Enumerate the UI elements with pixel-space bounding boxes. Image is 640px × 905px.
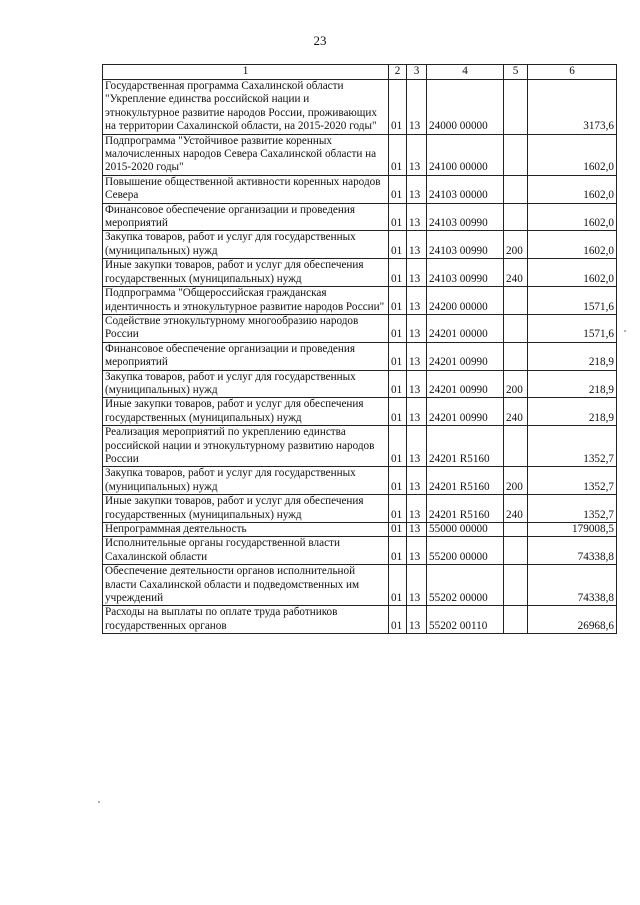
row-cell-c6: 1571,6	[528, 287, 617, 315]
row-name-cell: Подпрограмма "Общероссийская гражданская идентичность и этнокультурное развитие народов России"	[103, 287, 389, 315]
header-col-3: 3	[407, 65, 427, 80]
row-cell-c5: 240	[504, 398, 528, 426]
row-name-cell: Закупка товаров, работ и услуг для государственных (муниципальных) нужд	[103, 370, 389, 398]
row-cell-c4: 24000 00000	[427, 80, 504, 135]
row-cell-c3: 13	[407, 314, 427, 342]
row-cell-c5	[504, 537, 528, 565]
header-col-1: 1	[103, 65, 389, 80]
table-row	[103, 537, 617, 565]
header-col-2: 2	[389, 65, 407, 80]
row-cell-c2: 01	[389, 426, 407, 467]
table-row	[103, 175, 617, 203]
table-row	[103, 495, 617, 523]
row-name-cell: Непрограммная деятельность	[103, 523, 389, 537]
row-cell-c6: 26968,6	[528, 606, 617, 634]
row-cell-c2: 01	[389, 606, 407, 634]
table-row	[103, 523, 617, 537]
row-cell-c5: 200	[504, 467, 528, 495]
table-row	[103, 342, 617, 370]
table-row	[103, 259, 617, 287]
row-cell-c5: 200	[504, 231, 528, 259]
row-cell-c6: 1602,0	[528, 231, 617, 259]
header-col-6: 6	[528, 65, 617, 80]
row-cell-c3: 13	[407, 495, 427, 523]
scan-speck	[624, 330, 626, 332]
scan-speck	[98, 801, 100, 803]
row-cell-c2: 01	[389, 287, 407, 315]
row-cell-c6: 1352,7	[528, 495, 617, 523]
row-cell-c4: 24201 R5160	[427, 426, 504, 467]
row-cell-c2: 01	[389, 398, 407, 426]
row-cell-c4: 24103 00990	[427, 203, 504, 231]
table-row	[103, 426, 617, 467]
row-cell-c6: 74338,8	[528, 565, 617, 606]
row-cell-c2: 01	[389, 467, 407, 495]
header-col-4: 4	[427, 65, 504, 80]
row-name-cell: Обеспечение деятельности органов исполнительной власти Сахалинской области и подведомственных им учреждений	[103, 565, 389, 606]
row-cell-c5: 240	[504, 495, 528, 523]
row-cell-c3: 13	[407, 203, 427, 231]
row-cell-c6: 1352,7	[528, 426, 617, 467]
row-cell-c5	[504, 80, 528, 135]
row-cell-c5	[504, 342, 528, 370]
row-cell-c4: 24200 00000	[427, 287, 504, 315]
row-cell-c2: 01	[389, 342, 407, 370]
row-cell-c2: 01	[389, 565, 407, 606]
row-name-cell: Государственная программа Сахалинской области "Укрепление единства российской нации и этнокультурное развитие народов России, проживающих на территории Сахалинской области, на 2015-2020 годы"	[103, 80, 389, 135]
row-cell-c4: 55202 00000	[427, 565, 504, 606]
row-cell-c5	[504, 287, 528, 315]
row-name-cell: Иные закупки товаров, работ и услуг для обеспечения государственных (муниципальных) нужд	[103, 398, 389, 426]
row-cell-c2: 01	[389, 370, 407, 398]
row-cell-c6: 218,9	[528, 370, 617, 398]
row-cell-c5: 240	[504, 259, 528, 287]
row-name-cell: Содействие этнокультурному многообразию народов России	[103, 314, 389, 342]
row-cell-c5	[504, 426, 528, 467]
table-row	[103, 203, 617, 231]
row-cell-c2: 01	[389, 134, 407, 175]
row-cell-c6: 1602,0	[528, 259, 617, 287]
row-cell-c4: 55000 00000	[427, 523, 504, 537]
row-name-cell: Иные закупки товаров, работ и услуг для обеспечения государственных (муниципальных) нужд	[103, 259, 389, 287]
row-cell-c4: 24103 00990	[427, 259, 504, 287]
row-cell-c3: 13	[407, 426, 427, 467]
row-cell-c4: 24201 00000	[427, 314, 504, 342]
row-cell-c4: 24201 00990	[427, 370, 504, 398]
row-cell-c4: 55202 00110	[427, 606, 504, 634]
row-cell-c3: 13	[407, 370, 427, 398]
row-cell-c6: 218,9	[528, 398, 617, 426]
row-cell-c5	[504, 565, 528, 606]
row-cell-c4: 24201 R5160	[427, 495, 504, 523]
row-cell-c3: 13	[407, 134, 427, 175]
row-cell-c6: 74338,8	[528, 537, 617, 565]
row-cell-c2: 01	[389, 175, 407, 203]
table-row	[103, 606, 617, 634]
row-cell-c3: 13	[407, 398, 427, 426]
row-cell-c3: 13	[407, 467, 427, 495]
row-cell-c3: 13	[407, 80, 427, 135]
row-cell-c6: 3173,6	[528, 80, 617, 135]
table-row	[103, 231, 617, 259]
table-row	[103, 314, 617, 342]
row-cell-c6: 1602,0	[528, 175, 617, 203]
row-cell-c2: 01	[389, 523, 407, 537]
page-number: 23	[313, 33, 327, 48]
row-name-cell: Повышение общественной активности коренных народов Севера	[103, 175, 389, 203]
row-cell-c3: 13	[407, 287, 427, 315]
row-cell-c2: 01	[389, 80, 407, 135]
table-row	[103, 467, 617, 495]
row-cell-c2: 01	[389, 314, 407, 342]
row-cell-c3: 13	[407, 175, 427, 203]
row-name-cell: Иные закупки товаров, работ и услуг для обеспечения государственных (муниципальных) нужд	[103, 495, 389, 523]
table-row	[103, 134, 617, 175]
table-row	[103, 80, 617, 135]
row-cell-c6: 179008,5	[528, 523, 617, 537]
row-cell-c2: 01	[389, 231, 407, 259]
row-cell-c5	[504, 314, 528, 342]
row-name-cell: Закупка товаров, работ и услуг для государственных (муниципальных) нужд	[103, 231, 389, 259]
row-cell-c3: 13	[407, 342, 427, 370]
table-row	[103, 565, 617, 606]
row-cell-c4: 55200 00000	[427, 537, 504, 565]
row-cell-c6: 1602,0	[528, 203, 617, 231]
row-name-cell: Закупка товаров, работ и услуг для государственных (муниципальных) нужд	[103, 467, 389, 495]
row-cell-c6: 218,9	[528, 342, 617, 370]
row-name-cell: Финансовое обеспечение организации и проведения мероприятий	[103, 342, 389, 370]
row-name-cell: Подпрограмма "Устойчивое развитие коренных малочисленных народов Севера Сахалинской области на 2015-2020 годы"	[103, 134, 389, 175]
row-name-cell: Реализация мероприятий по укреплению единства российской нации и этнокультурному развитию народов России	[103, 426, 389, 467]
row-cell-c5: 200	[504, 370, 528, 398]
row-cell-c2: 01	[389, 259, 407, 287]
row-name-cell: Расходы на выплаты по оплате труда работников государственных органов	[103, 606, 389, 634]
row-cell-c3: 13	[407, 523, 427, 537]
row-cell-c3: 13	[407, 259, 427, 287]
row-cell-c3: 13	[407, 231, 427, 259]
row-cell-c2: 01	[389, 495, 407, 523]
row-cell-c4: 24103 00000	[427, 175, 504, 203]
row-cell-c2: 01	[389, 537, 407, 565]
row-cell-c4: 24201 00990	[427, 342, 504, 370]
row-cell-c5	[504, 175, 528, 203]
row-cell-c3: 13	[407, 537, 427, 565]
row-cell-c5	[504, 203, 528, 231]
table-header-row	[103, 65, 617, 80]
row-cell-c6: 1602,0	[528, 134, 617, 175]
row-cell-c4: 24100 00000	[427, 134, 504, 175]
row-cell-c6: 1352,7	[528, 467, 617, 495]
row-name-cell: Финансовое обеспечение организации и проведения мероприятий	[103, 203, 389, 231]
row-name-cell: Исполнительные органы государственной власти Сахалинской области	[103, 537, 389, 565]
row-cell-c5	[504, 606, 528, 634]
row-cell-c5	[504, 523, 528, 537]
table-row	[103, 398, 617, 426]
table-row	[103, 287, 617, 315]
table-body	[103, 80, 617, 634]
row-cell-c4: 24103 00990	[427, 231, 504, 259]
row-cell-c3: 13	[407, 606, 427, 634]
row-cell-c4: 24201 00990	[427, 398, 504, 426]
row-cell-c5	[504, 134, 528, 175]
row-cell-c2: 01	[389, 203, 407, 231]
header-col-5: 5	[504, 65, 528, 80]
table-row	[103, 370, 617, 398]
budget-table	[102, 64, 617, 634]
row-cell-c6: 1571,6	[528, 314, 617, 342]
row-cell-c3: 13	[407, 565, 427, 606]
row-cell-c4: 24201 R5160	[427, 467, 504, 495]
